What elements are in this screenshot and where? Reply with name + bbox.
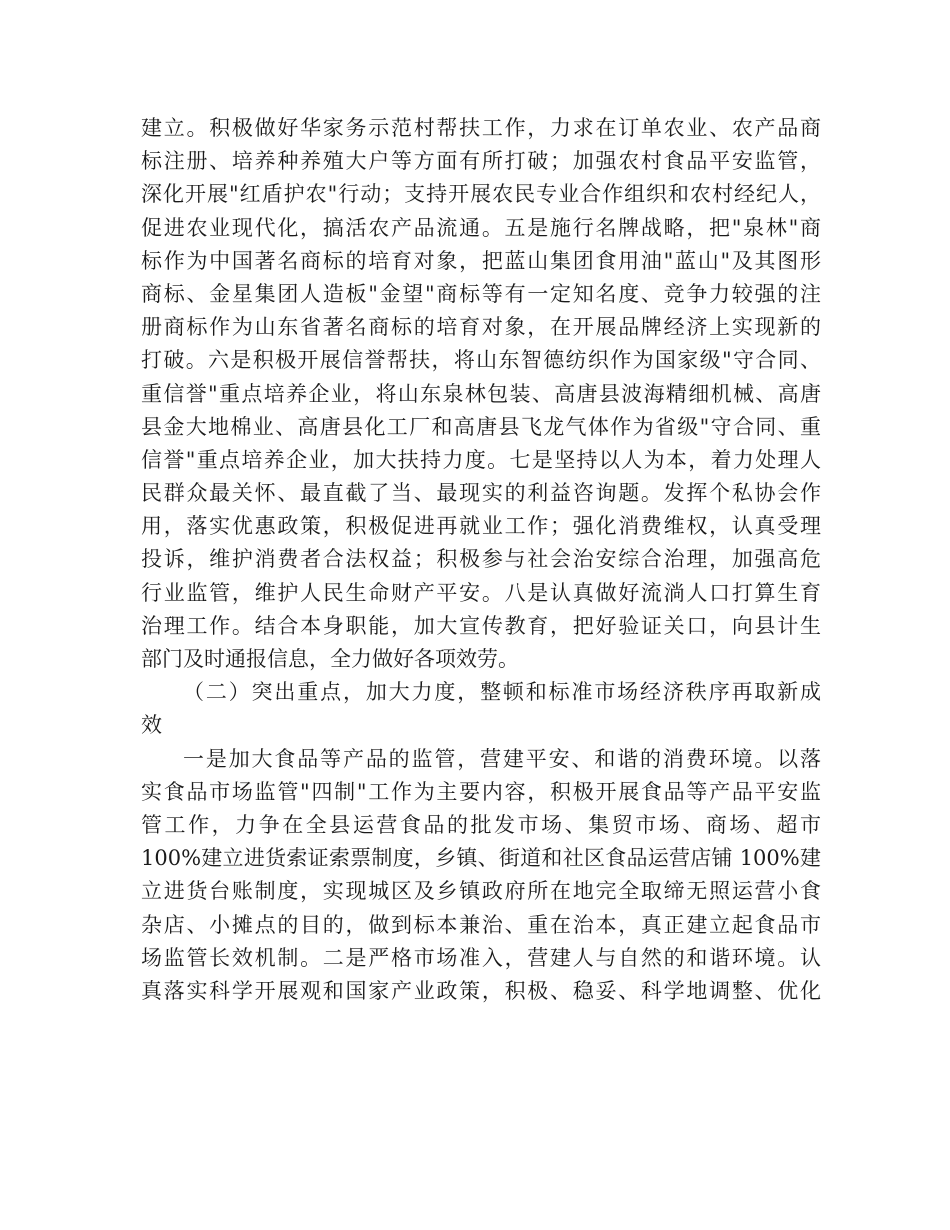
text-line: 投诉，维护消费者合法权益；积极参与社会治安综合治理，加强高危 (141, 547, 821, 572)
text-line: 用，落实优惠政策，积极促进再就业工作；强化消费维权，认真受理 (141, 514, 821, 539)
section-heading: （二）突出重点，加大力度，整顿和标准市场经济秩序再取新成 (183, 680, 821, 705)
text-line: 治理工作。结合本身职能，加大宣传教育，把好验证关口，向县计生 (141, 613, 821, 638)
text-line: 县金大地棉业、高唐县化工厂和高唐县飞龙气体作为省级"守合同、重 (141, 414, 821, 439)
text-line: 标作为中国著名商标的培育对象，把蓝山集团食用油"蓝山"及其图形 (141, 248, 821, 273)
body-text (141, 112, 821, 1008)
text-line: 册商标作为山东省著名商标的培育对象，在开展品牌经济上实现新的 (141, 315, 821, 340)
text-line: 杂店、小摊点的目的，做到标本兼治、重在治本，真正建立起食品市 (141, 912, 821, 937)
paragraph-first-line: 一是加大食品等产品的监管，营建平安、和谐的消费环境。以落 (183, 746, 821, 771)
text-line: 商标、金星集团人造板"金望"商标等有一定知名度、竞争力较强的注 (141, 281, 821, 306)
text-line: 场监管长效机制。二是严格市场准入，营建人与自然的和谐环境。认 (141, 945, 821, 970)
text-line: 立进货台账制度，实现城区及乡镇政府所在地完全取缔无照运营小食 (141, 879, 821, 904)
text-line: 管工作，力争在全县运营食品的批发市场、集贸市场、商场、超市 (141, 812, 821, 837)
text-line: 建立。积极做好华家务示范村帮扶工作，力求在订单农业、农产品商 (141, 116, 821, 140)
text-line: 重信誉"重点培养企业，将山东泉林包装、高唐县波海精细机械、高唐 (141, 381, 821, 406)
text-line: 部门及时通报信息，全力做好各项效劳。 (141, 647, 519, 671)
text-line: 行业监管，维护人民生命财产平安。八是认真做好流淌人口打算生育 (141, 580, 821, 605)
text-line: 打破。六是积极开展信誉帮扶，将山东智德纺织作为国家级"守合同、 (141, 348, 821, 373)
text-line: 100%建立进货索证索票制度，乡镇、街道和社区食品运营店铺 100%建 (141, 846, 821, 871)
text-line: 深化开展"红盾护农"行动；支持开展农民专业合作组织和农村经纪人， (141, 182, 821, 207)
text-line: 真落实科学开展观和国家产业政策，积极、稳妥、科学地调整、优化 (141, 978, 821, 1003)
text-line: 信誉"重点培养企业，加大扶持力度。七是坚持以人为本，着力处理人 (141, 447, 821, 472)
text-line: 促进农业现代化，搞活农产品流通。五是施行名牌战略，把"泉林"商 (141, 215, 821, 240)
section-heading-continuation: 效 (141, 713, 162, 738)
text-line: 实食品市场监管"四制"工作为主要内容，积极开展食品等产品平安监 (141, 779, 821, 804)
text-line: 标注册、培养种养殖大户等方面有所打破；加强农村食品平安监管， (141, 149, 821, 174)
text-line: 民群众最关怀、最直截了当、最现实的利益咨询题。发挥个私协会作 (141, 481, 821, 506)
